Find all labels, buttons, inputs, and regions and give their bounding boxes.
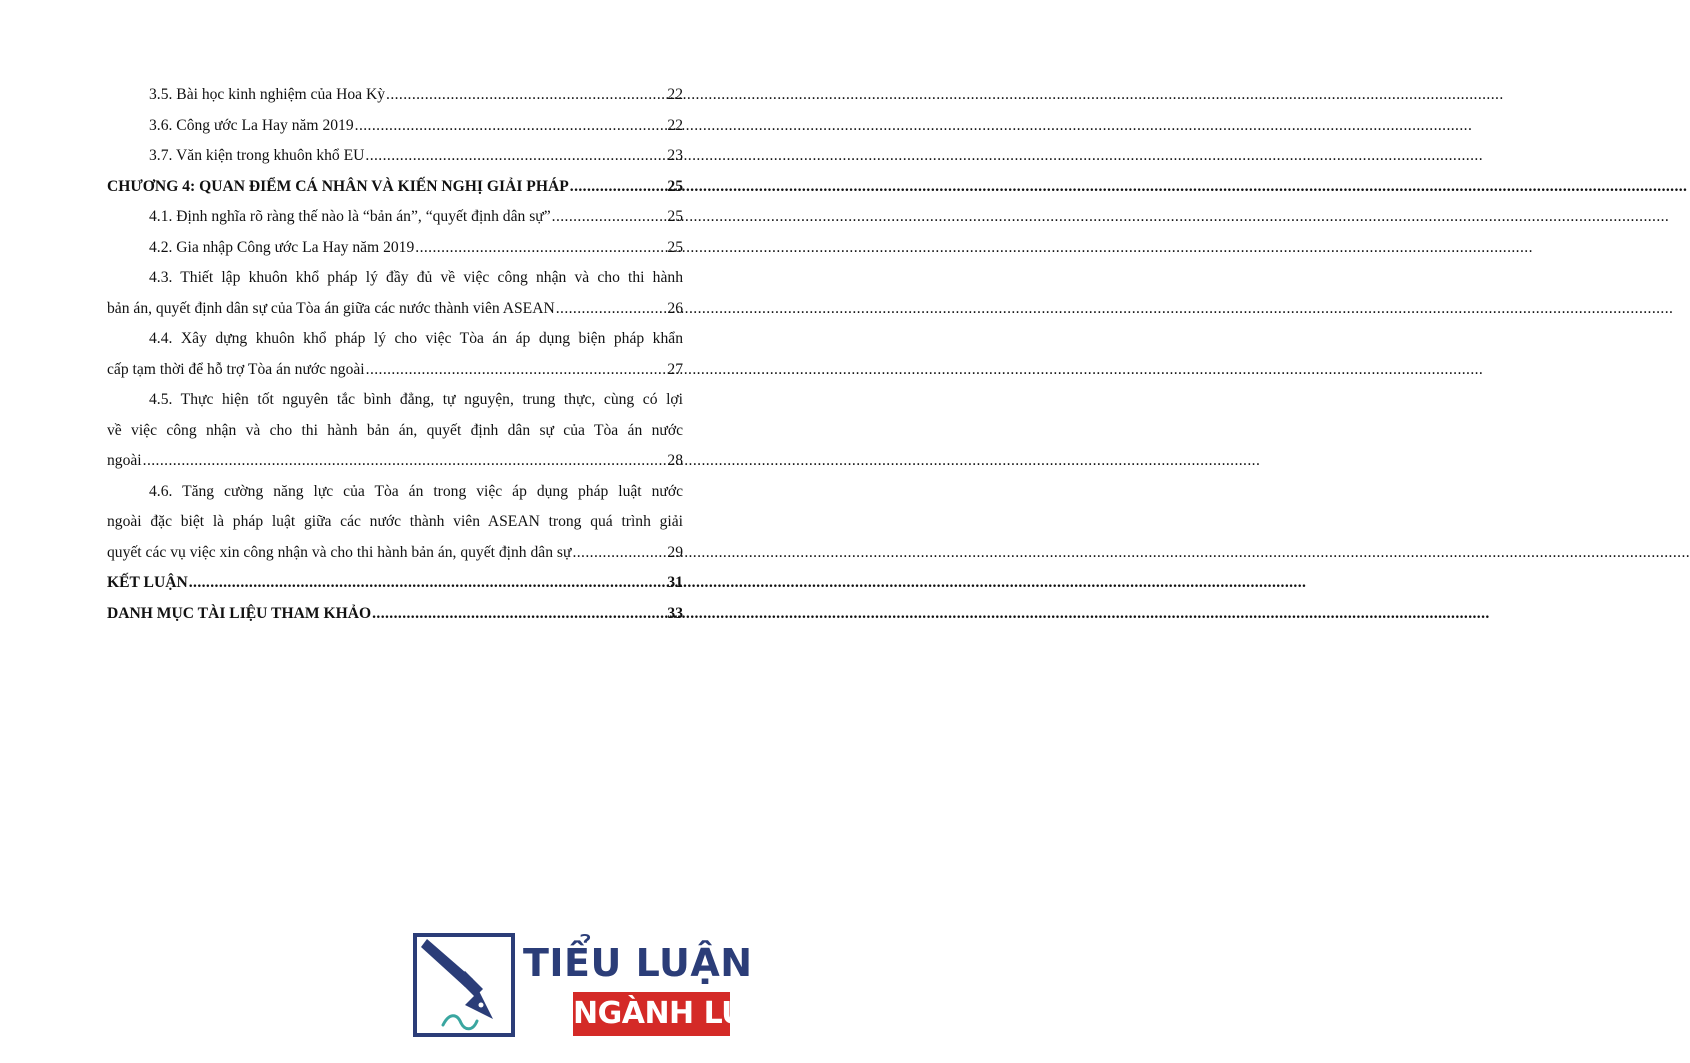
site-logo	[413, 933, 788, 1041]
toc-page-number: 22	[667, 116, 683, 134]
toc-entry-text: 3.6. Công ước La Hay năm 2019	[149, 116, 354, 134]
document-page	[0, 0, 788, 1063]
dot-leader	[365, 141, 666, 172]
toc-page-number: 28	[667, 452, 683, 469]
toc-references[interactable]	[107, 599, 683, 630]
toc-page-number: 26	[667, 299, 683, 317]
toc-page-number: 25	[667, 238, 683, 256]
toc-page-number: 22	[667, 86, 683, 103]
toc-entry-line: 4.4. Xây dựng khuôn khổ pháp lý cho việc Tòa án áp dụng biện pháp khẩn	[149, 330, 683, 347]
dot-leader	[386, 80, 666, 111]
dot-leader	[189, 568, 667, 599]
dot-leader	[366, 355, 667, 386]
dot-leader	[572, 538, 666, 569]
toc-page-number: 27	[667, 360, 683, 378]
toc-entry-line: về việc công nhận và cho thi hành bản án, quyết định dân sự của Tòa án nước	[107, 421, 683, 439]
toc-chapter-4[interactable]	[107, 172, 683, 203]
toc-entry-4-5[interactable]	[107, 385, 683, 477]
dot-leader	[552, 202, 667, 233]
logo-title: TIỂU LUẬN	[523, 941, 753, 985]
toc-chapter-text: KẾT LUẬN	[107, 574, 188, 591]
toc-page-number: 33	[667, 604, 683, 622]
logo-badge: NGÀNH LUẬT	[573, 992, 730, 1036]
dot-leader	[556, 294, 667, 325]
dot-leader	[143, 446, 667, 477]
toc-chapter-text: CHƯƠNG 4: QUAN ĐIỂM CÁ NHÂN VÀ KIẾN NGHỊ GIẢI PHÁP	[107, 177, 569, 195]
toc-entry-line: ngoài	[107, 452, 142, 469]
toc-entry-text: 3.5. Bài học kinh nghiệm của Hoa Kỳ	[149, 86, 386, 103]
toc-entry-line: cấp tạm thời để hỗ trợ Tòa án nước ngoài	[107, 360, 365, 378]
toc-page-number: 23	[667, 147, 683, 164]
toc-entry-line: 4.5. Thực hiện tốt nguyên tắc bình đẳng, tự nguyện, trung thực, cùng có lợi	[149, 391, 683, 408]
toc-entry-text: 4.2. Gia nhập Công ước La Hay năm 2019	[149, 238, 415, 256]
toc-entry-line: bản án, quyết định dân sự của Tòa án giữa các nước thành viên ASEAN	[107, 299, 555, 317]
toc-page-number: 31	[667, 574, 683, 591]
toc-entry-4-4[interactable]	[107, 324, 683, 385]
dot-leader	[355, 111, 667, 142]
toc-entry-3-6[interactable]	[107, 111, 683, 142]
toc-page-number: 25	[667, 208, 683, 225]
toc-entry-4-1[interactable]	[107, 202, 683, 233]
table-of-contents	[107, 80, 683, 629]
toc-entry-line: ngoài đặc biệt là pháp luật giữa các nước thành viên ASEAN trong quá trình giải	[107, 513, 683, 530]
toc-chapter-text: DANH MỤC TÀI LIỆU THAM KHẢO	[107, 604, 372, 622]
toc-conclusion[interactable]	[107, 568, 683, 599]
toc-entry-3-7[interactable]	[107, 141, 683, 172]
toc-entry-text: 3.7. Văn kiện trong khuôn khổ EU	[149, 147, 365, 164]
toc-entry-4-2[interactable]	[107, 233, 683, 264]
toc-page-number: 25	[667, 177, 683, 195]
toc-entry-3-5[interactable]	[107, 80, 683, 111]
toc-entry-line: 4.6. Tăng cường năng lực của Tòa án trong việc áp dụng pháp luật nước	[149, 482, 683, 500]
dot-leader	[415, 233, 666, 264]
toc-entry-4-6[interactable]	[107, 477, 683, 569]
toc-page-number: 29	[667, 543, 683, 561]
dot-leader	[570, 172, 667, 203]
dot-leader	[372, 599, 666, 630]
toc-entry-text: 4.1. Định nghĩa rõ ràng thế nào là “bản án”, “quyết định dân sự”	[149, 208, 551, 225]
fountain-pen-icon	[413, 933, 515, 1037]
toc-entry-line: quyết các vụ việc xin công nhận và cho thi hành bản án, quyết định dân sự	[107, 543, 572, 561]
toc-entry-4-3[interactable]	[107, 263, 683, 324]
toc-entry-line: 4.3. Thiết lập khuôn khổ pháp lý đầy đủ về việc công nhận và cho thi hành	[149, 269, 683, 286]
